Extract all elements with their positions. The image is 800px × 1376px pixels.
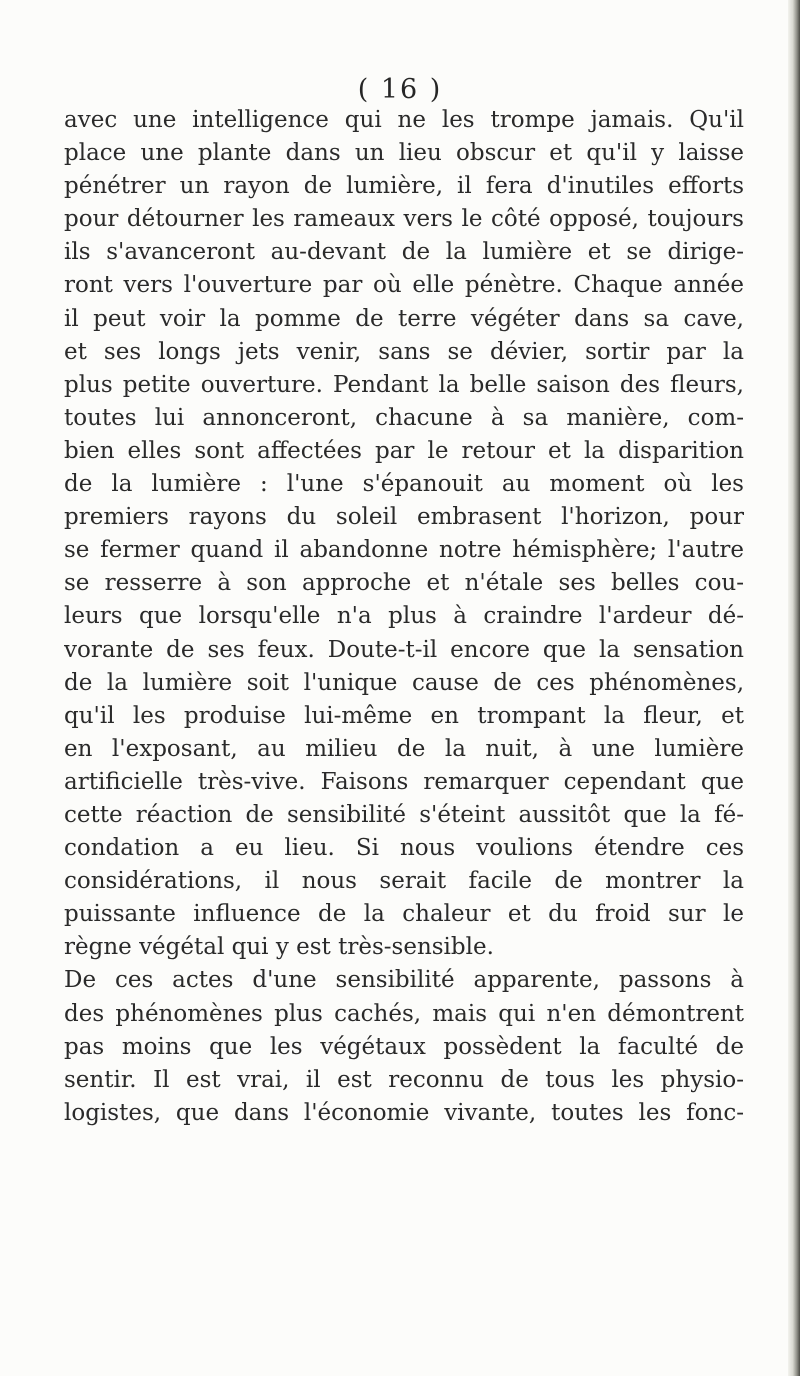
text-line: se resserre à son approche et n'étale ses belles cou- (64, 570, 744, 597)
text-line: pas moins que les végétaux possèdent la faculté de (64, 1033, 744, 1060)
text-line: considérations, il nous serait facile de montrer la (64, 868, 744, 895)
text-line: toutes lui annonceront, chacune à sa manière, com- (64, 404, 744, 431)
text-line: premiers rayons du soleil embrasent l'horizon, pour (64, 504, 744, 531)
text-line: qu'il les produise lui-même en trompant la fleur, et (64, 702, 744, 729)
text-line: condation a eu lieu. Si nous voulions étendre ces (64, 835, 744, 862)
text-line: en l'exposant, au milieu de la nuit, à une lumière (64, 735, 744, 762)
text-line: de la lumière : l'une s'épanouit au moment où les (64, 471, 744, 498)
text-line: artificielle très-vive. Faisons remarquer cependant que (64, 768, 744, 795)
text-line: avec une intelligence qui ne les trompe jamais. Qu'il (64, 107, 744, 133)
text-line: ront vers l'ouverture par où elle pénètre. Chaque année (64, 272, 744, 299)
text-line: des phénomènes plus cachés, mais qui n'en démontrent (64, 1000, 744, 1027)
text-line: sentir. Il est vrai, il est reconnu de tous les physio- (64, 1066, 744, 1093)
text-line: puissante influence de la chaleur et du froid sur le (64, 901, 744, 928)
body-text (64, 104, 744, 1130)
text-line: il peut voir la pomme de terre végéter dans sa cave, (64, 305, 744, 332)
text-line: se fermer quand il abandonne notre hémisphère; l'autre (64, 537, 744, 564)
text-line: pour détourner les rameaux vers le côté opposé, toujours (64, 206, 744, 233)
text-line: règne végétal qui y est très-sensible. (64, 934, 494, 961)
page-number: ( 16 ) (357, 74, 443, 105)
text-line: pénétrer un rayon de lumière, il fera d'inutiles efforts (64, 173, 744, 200)
text-line: et ses longs jets venir, sans se dévier, sortir par la (64, 338, 744, 365)
text-line: leurs que lorsqu'elle n'a plus à craindre l'ardeur dé- (64, 603, 744, 630)
text-line: bien elles sont affectées par le retour et la disparition (64, 437, 744, 464)
text-line: place une plante dans un lieu obscur et qu'il y laisse (64, 140, 744, 167)
text-line: de la lumière soit l'unique cause de ces phénomènes, (64, 669, 744, 696)
text-line: cette réaction de sensibilité s'éteint aussitôt que la fé- (64, 801, 744, 828)
text-line: logistes, que dans l'économie vivante, toutes les fonc- (64, 1099, 744, 1126)
text-line: ils s'avanceront au-devant de la lumière et se dirige- (64, 239, 744, 266)
text-line: vorante de ses feux. Doute-t-il encore que la sensation (64, 636, 744, 663)
page-edge-shadow (788, 0, 800, 1376)
text-line: plus petite ouverture. Pendant la belle saison des fleurs, (64, 371, 744, 398)
text-line: De ces actes d'une sensibilité apparente, passons à (64, 967, 744, 994)
